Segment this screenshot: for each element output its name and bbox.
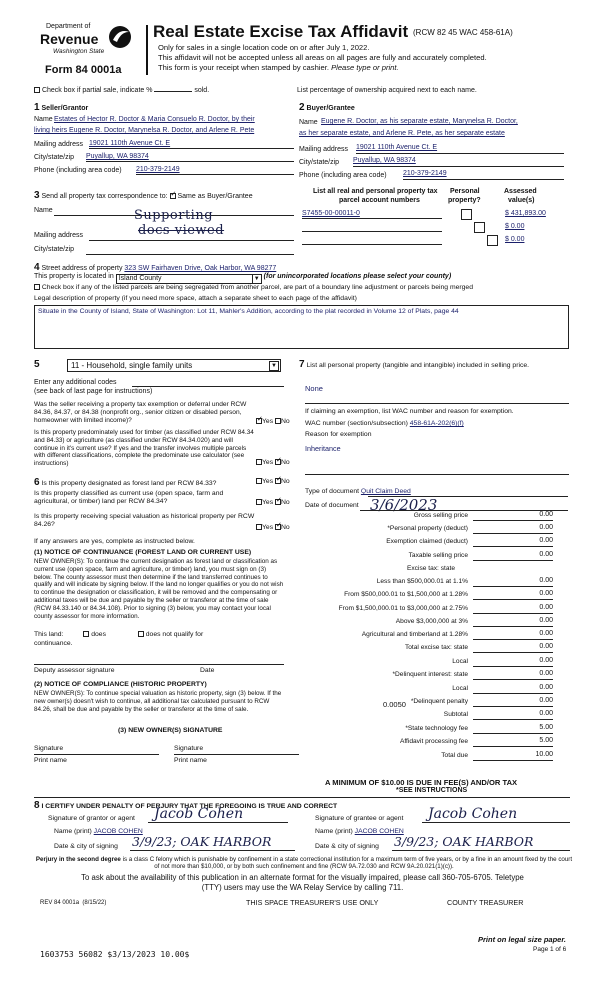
form-number: Form 84 0001a (45, 64, 122, 76)
buyer-city-label: City/state/zip (299, 159, 340, 166)
grantee-name-label: Name (print) (315, 828, 353, 835)
perjury-bold: Perjury in the second degree (35, 856, 121, 863)
grantor-name-value[interactable]: JACOB COHEN (93, 828, 143, 835)
tax-row-label: Agricultural and timberland at 1.28% (361, 631, 468, 638)
partial-sale-label: Check box if partial sale, indicate % (41, 87, 153, 94)
seller-city-line (86, 161, 294, 162)
personal-property-line (305, 403, 569, 404)
page-number: Page 1 of 6 (533, 946, 567, 953)
header-note-3 (158, 63, 399, 72)
personal-header-2: property? (448, 197, 481, 204)
tax-row-value[interactable]: 5.00 (473, 724, 553, 734)
historical-question: Is this property receiving special valuation as historical property per RCW 84.26? (34, 513, 255, 529)
tax-row-label: Local (452, 685, 468, 692)
forest-question (34, 477, 256, 489)
seller-city-value[interactable]: Puyallup, WA 98374 (86, 153, 149, 160)
continuance-label: continuance. (34, 640, 73, 647)
dor-revenue-text: Revenue (40, 31, 99, 47)
grantee-name-row (315, 828, 404, 836)
timber-yes-label: Yes (262, 459, 274, 466)
county-select-value: Island County (118, 275, 162, 282)
section-1-number: 1 (34, 102, 40, 113)
section-6-number: 6 (34, 477, 40, 488)
grantor-name-label: Name (print) (54, 828, 92, 835)
if-yes-note: If any answers are yes, complete as instructed below. (34, 538, 195, 545)
notice-1-body: NEW OWNER(S): To continue the current designation as forest land or classification as current use (open space, farm and agriculture, or timber) land, you must sign on (3) below. The county assessor must then determine if the land transferred continues to qualify and will indicate by signing below. If the land no longer qualifies or you do not wish to continue the designation or classification, it will be removed and the compensating or additional taxes will be due and payable by the seller or transferor at the time of sale (RCW 84.33.140 or 84.34.108). Prior to signing (3) below, you may contact your local county assessor for more information. (34, 558, 284, 620)
tax-row-value[interactable]: 0.00 (473, 577, 553, 587)
section-8-divider (34, 797, 570, 798)
grantee-date-line (392, 850, 570, 851)
forest-yes-label: Yes (262, 478, 274, 485)
tax-row-value[interactable]: 0.00 (473, 511, 553, 521)
dor-logo (32, 20, 140, 76)
grantor-date-line (130, 850, 295, 851)
seller-heading-text: Seller/Grantor (41, 105, 89, 112)
notice-1-title: (1) NOTICE OF CONTINUANCE (FOREST LAND OR CURRENT USE) (34, 549, 252, 556)
parcel-header-2: parcel account numbers (339, 197, 420, 204)
grantor-name-row (54, 828, 143, 836)
seller-heading (34, 102, 88, 114)
correspondence-city-line[interactable] (86, 254, 294, 255)
header-note-1: Only for sales in a single location code on or after July 1, 2022. (158, 43, 370, 52)
signature-line-1[interactable] (34, 754, 159, 755)
current-use-no-checkbox[interactable] (275, 499, 281, 505)
section-2-number: 2 (299, 102, 305, 113)
tax-row-label: Local (452, 658, 468, 665)
seller-phone-label: Phone (including area code) (34, 167, 122, 174)
alternate-format-1: To ask about the availability of this publication in an alternate format for the visually impaired, please call 360-705-6705. Teletype (81, 873, 524, 882)
tax-row-value[interactable]: 5.00 (473, 737, 553, 747)
partial-sale-row (34, 87, 209, 96)
seller-phone-line (136, 174, 294, 175)
tax-row-value[interactable]: 0.00 (473, 697, 553, 707)
timber-yes-checkbox[interactable] (256, 459, 262, 465)
buyer-phone-value[interactable]: 210-379-2149 (403, 170, 447, 177)
buyer-phone-line (403, 179, 564, 180)
tax-row-label: Total due (441, 752, 468, 759)
buyer-city-value[interactable]: Puyallup, WA 98374 (353, 157, 416, 164)
tax-row-value[interactable]: 0.00 (473, 643, 553, 653)
current-use-question: Is this property classified as current use (open space, farm and agricultural, or timber) land per RCW 84.34? (34, 490, 224, 506)
seller-phone-value[interactable]: 210-379-2149 (136, 166, 180, 173)
notice-2-body: NEW OWNER(S): To continue special valuation as historic property, sign (3) below. If the new owner(s) doesn't wish to continue, all additional tax calculated pursuant to RCW 84.26, shall be due and payable by the seller or transferor at the time of sale. (34, 690, 282, 713)
wac-label: WAC number (section/subsection) (305, 420, 408, 427)
legal-description-value: Situate in the County of Island, State of Washington: Lot 11, Mahler's Addition, according to the plat recorded in Volume 12 of Plats, page 44 (38, 308, 459, 315)
form-citation: (RCW 82 45 WAC 458-61A) (413, 28, 513, 37)
correspondence-label: Send all property tax correspondence to: (41, 193, 168, 200)
new-owner-signature-1 (34, 745, 159, 764)
buyer-mail-line (356, 153, 564, 154)
seller-mail-label: Mailing address (34, 141, 84, 148)
legal-description-label: Legal description of property (if you need more space, attach a separate sheet to each page of the affidavit) (34, 295, 357, 302)
buyer-section (299, 102, 569, 182)
personal-property-row (299, 359, 569, 371)
docdate-value[interactable]: 3/6/2023 (370, 496, 438, 514)
buyer-name-line-2[interactable]: as her separate estate, and Arlene R. Pete, as her separate estate (299, 130, 505, 137)
grantor-date-value[interactable]: 3/9/23; OAK HARBOR (132, 834, 272, 849)
tax-row-value[interactable]: 0.00 (473, 684, 553, 694)
header-note-3-text: This form is your receipt when stamped by cashier. (158, 63, 329, 72)
doctype-value[interactable]: Quit Claim Deed (360, 488, 411, 495)
grantee-sig-label: Signature of grantee or agent (315, 815, 404, 822)
same-as-buyer-checkbox[interactable] (170, 193, 176, 199)
signature-label-1: Signature (34, 745, 64, 752)
minimum-due-note: A MINIMUM OF $10.00 IS DUE IN FEE(S) AND/OR TAX (325, 778, 518, 787)
this-land-row (34, 631, 203, 639)
timber-no-checkbox[interactable] (275, 459, 281, 465)
dor-dept-text: Department of (46, 23, 91, 30)
exemption-claim-label: If claiming an exemption, list WAC number and reason for exemption. (305, 408, 514, 415)
county-treasurer: COUNTY TREASURER (447, 898, 524, 907)
additional-codes-input[interactable] (132, 386, 284, 387)
perjury-note (34, 856, 574, 871)
reason-label: Reason for exemption (305, 431, 372, 438)
county-note: (for unincorporated locations please select your county) (263, 273, 452, 280)
tax-row-value[interactable]: 10.00 (473, 751, 553, 761)
correspondence-mail-line[interactable] (89, 240, 294, 241)
correspondence-name-label: Name (34, 207, 53, 214)
county-row (34, 273, 451, 284)
buyer-phone-label: Phone (including area code) (299, 172, 387, 179)
current-use-yes-label: Yes (262, 499, 274, 506)
parcel-line-3[interactable] (302, 244, 442, 245)
parcel-line-1 (302, 218, 442, 219)
dor-state-text: Washington State (53, 48, 105, 55)
deputy-signature-label: Deputy assessor signature (34, 667, 115, 674)
buyer-heading (299, 102, 355, 114)
current-use-no-label: No (280, 499, 290, 506)
section-8-number: 8 (34, 800, 40, 811)
street-address-value[interactable]: 323 SW Fairhaven Drive, Oak Harbor, WA 98277 (124, 265, 277, 272)
tax-row-value[interactable]: 0.00 (473, 604, 553, 614)
header-divider (146, 25, 148, 75)
parcel-line-2[interactable] (302, 231, 442, 232)
county-select[interactable] (116, 274, 262, 284)
street-address-label: Street address of property (41, 265, 123, 272)
tax-row-label: *Delinquent penalty (410, 698, 468, 705)
seller-mail-line (89, 148, 294, 149)
buyer-mail-label: Mailing address (299, 146, 349, 153)
current-use-answer (256, 499, 290, 507)
grantee-name-value[interactable]: JACOB COHEN (354, 828, 404, 835)
list-percentage-note: List percentage of ownership acquired next to each name. (297, 87, 477, 94)
wac-value[interactable]: 458-61A-202(6)(f) (409, 420, 464, 427)
tax-row-value[interactable]: 0.00 (473, 537, 553, 547)
reason-value[interactable]: Inheritance (305, 444, 341, 453)
tax-row-label: *Personal property (deduct) (387, 525, 468, 532)
dor-swoosh-icon (107, 24, 133, 50)
use-code-value: 11 - Household, single family units (71, 361, 193, 370)
buyer-name-line-1[interactable]: Eugene R. Doctor, as his separate estate, Marynelsa R. Doctor, (321, 118, 518, 125)
doctype-label: Type of document (305, 488, 360, 495)
tax-row-label: Affidavit processing fee (399, 738, 468, 745)
grantor-sig-line (148, 822, 288, 823)
tax-row-value[interactable]: 0.00 (473, 710, 553, 720)
tax-row-label: Total excise tax: state (404, 644, 468, 651)
tax-row-label: Excise tax: state (406, 565, 455, 572)
forest-yes-checkbox[interactable] (256, 478, 262, 484)
parcel-account-1[interactable]: S7455-00-00011-0 (302, 210, 360, 217)
section-3-number: 3 (34, 190, 40, 201)
buyer-name-label: Name (299, 119, 318, 126)
wac-row (305, 420, 464, 428)
does-not-qualify-checkbox[interactable] (138, 631, 144, 637)
correspondence-mail-label: Mailing address (34, 232, 84, 239)
parcel-header-1: List all real and personal property tax (313, 188, 438, 195)
historical-yes-checkbox[interactable] (256, 524, 262, 530)
exemption-answer (256, 418, 290, 426)
segregate-row (34, 284, 473, 292)
header-note-3-italic: Please type or print. (331, 63, 399, 72)
parcel-table (299, 188, 571, 258)
exemption-no-checkbox[interactable] (275, 418, 281, 424)
tax-row-label: Less than $500,000.01 at 1.1% (376, 578, 468, 585)
assessed-value-2[interactable]: $ 0.00 (505, 223, 525, 230)
buyer-heading-text: Buyer/Grantee (306, 105, 355, 112)
chevron-down-icon[interactable]: ▼ (252, 275, 261, 284)
legal-paper-note: Print on legal size paper. (478, 935, 566, 944)
tax-row-value[interactable]: 0.00 (473, 590, 553, 600)
tax-row-value[interactable]: 0.00 (473, 617, 553, 627)
assessed-header-1: Assessed (504, 188, 537, 195)
signature-label-2: Signature (174, 745, 204, 752)
personal-property-checkbox-3[interactable] (487, 235, 498, 246)
docs-viewed-stamp: docs viewed (138, 223, 225, 238)
tax-row-label: Exemption claimed (deduct) (386, 538, 468, 545)
certify-text: I CERTIFY UNDER PENALTY OF PERJURY THAT THE FOREGOING IS TRUE AND CORRECT (41, 803, 338, 810)
personal-header-1: Personal (450, 188, 480, 195)
section-7-number: 7 (299, 359, 305, 370)
seller-mail-value[interactable]: 19021 110th Avenue Ct. E (89, 140, 171, 147)
assessed-value-3[interactable]: $ 0.00 (505, 236, 525, 243)
deputy-signature-line[interactable] (34, 664, 284, 665)
tax-row-value[interactable]: 0.00 (473, 524, 553, 534)
timber-no-label: No (280, 459, 290, 466)
tax-row-label: From $1,500,000.01 to $3,000,000 at 2.75% (338, 605, 468, 612)
section-4-number: 4 (34, 262, 40, 273)
perjury-text: is a class C felony which is punishable by confinement in a state correctional institution for a maximum term of five years, or by a fine in an amount fixed by the court of not more than $10,000, or by both such confinement and fine (RCW 9A.72.030 and RCW 9A.20.021(1)(c)). (120, 856, 573, 871)
historical-answer (256, 524, 290, 532)
print-name-label-1: Print name (34, 757, 67, 764)
timber-question: Is this property predominately used for timber (as classified under RCW 84.34 and 84.33) or agriculture (as classified under RCW 84.34.020) and will continue in it's current use? If yes and the transfer involves multiple parcels with different classifications, complete the predominate use calculator (see instructions) (34, 429, 254, 468)
docdate-label: Date of document (305, 502, 359, 509)
buyer-mail-value[interactable]: 19021 110th Avenue Ct. E (356, 144, 438, 151)
grantor-signature[interactable]: Jacob Cohen (154, 806, 244, 822)
forest-no-label: No (280, 478, 290, 485)
additional-codes-label-2: (see back of last page for instructions) (34, 388, 153, 395)
segregate-checkbox[interactable] (34, 284, 40, 290)
deputy-date-label: Date (200, 667, 215, 674)
personal-property-value[interactable]: None (305, 384, 323, 393)
forest-no-checkbox[interactable] (275, 478, 281, 484)
tax-row-label: *State technology fee (405, 725, 468, 732)
exemption-yes-checkbox[interactable] (256, 418, 262, 424)
print-name-label-2: Print name (174, 757, 207, 764)
chevron-down-icon[interactable]: ▼ (269, 361, 279, 371)
notice-2-title: (2) NOTICE OF COMPLIANCE (HISTORIC PROPERTY) (34, 681, 207, 688)
assessed-header-2: value(s) (508, 197, 535, 204)
seller-name-line-2[interactable]: living heirs Eugene R. Doctor, Marynelsa R. Doctor, and Arlene R. Pete (34, 127, 255, 134)
tax-row-value[interactable]: 0.00 (473, 657, 553, 667)
section-5-number-text: 5 (34, 359, 40, 370)
exemption-yes-label: Yes (262, 418, 274, 425)
tax-row-label: Gross selling price (413, 512, 468, 519)
same-as-buyer-label: Same as Buyer/Grantee (177, 193, 253, 200)
tax-row-value[interactable]: 0.00 (473, 551, 553, 561)
grantee-sig-line (422, 822, 570, 823)
form-title: Real Estate Excise Tax Affidavit (153, 22, 409, 41)
forest-answer (256, 478, 290, 486)
seller-city-label: City/state/zip (34, 154, 75, 161)
additional-codes-label-1: Enter any additional codes (34, 379, 117, 386)
personal-property-label: List all personal property (tangible and intangible) included in selling price. (306, 362, 530, 369)
forest-question-text: Is this property designated as forest land per RCW 84.33? (41, 480, 217, 487)
grantee-signature[interactable]: Jacob Cohen (428, 806, 518, 822)
treasurer-space: THIS SPACE TREASURER'S USE ONLY (246, 898, 379, 907)
header-note-2: This affidavit will not be accepted unless all areas on all pages are fully and accurately completed. (158, 53, 487, 62)
tax-row-label: From $500,000.01 to $1,500,000 at 1.28% (344, 591, 468, 598)
tax-row-label: Taxable selling price (408, 552, 468, 559)
tax-row-value[interactable]: 0.00 (473, 670, 553, 680)
grantee-date-label: Date & city of signing (315, 843, 379, 850)
assessed-value-1[interactable]: $ 431,893.00 (505, 210, 546, 217)
seller-section (34, 102, 294, 182)
notice-3-title: (3) NEW OWNER(S) SIGNATURE (118, 727, 223, 734)
located-in-label: This property is located in (34, 273, 114, 280)
tax-row-label: *Delinquent interest: state (392, 671, 468, 678)
historical-yes-label: Yes (262, 524, 274, 531)
segregate-label: Check box if any of the listed parcels are being segregated from another parcel, are part of a boundary line adjustment or parcels being merged (41, 284, 473, 291)
correspondence-city-label: City/state/zip (34, 246, 75, 253)
legal-description-box[interactable] (34, 305, 569, 349)
exemption-question: Was the seller receiving a property tax exemption or deferral under RCW 84.36, 84.37, or 84.38 (nonprofit org., senior citizen or disabled person, homeowner with limited income)? (34, 401, 247, 425)
personal-property-checkbox-2[interactable] (474, 222, 485, 233)
does-not-label: does not qualify for (145, 631, 204, 638)
section-5-number (34, 359, 40, 371)
timber-answer (256, 459, 290, 467)
historical-no-label: No (280, 524, 290, 531)
partial-sale-sold: sold. (194, 87, 210, 94)
local-rate-value: 0.0050 (383, 700, 406, 709)
historical-no-checkbox[interactable] (275, 524, 281, 530)
personal-property-checkbox-1[interactable] (461, 209, 472, 220)
partial-sale-checkbox[interactable] (34, 87, 40, 93)
tax-row-label: Subtotal (443, 711, 468, 718)
correspondence-section (34, 190, 296, 256)
this-land-label: This land: (34, 631, 64, 638)
see-instructions-note: *SEE INSTRUCTIONS (396, 787, 468, 794)
reason-line (305, 474, 569, 475)
grantee-date-value[interactable]: 3/9/23; OAK HARBOR (394, 834, 534, 849)
partial-sale-input[interactable] (154, 91, 192, 92)
revision-code: REV 84 0001a (8/15/22) (40, 900, 107, 906)
correspondence-heading (34, 190, 253, 202)
current-use-yes-checkbox[interactable] (256, 499, 262, 505)
seller-name-line-1[interactable]: Estates of Hector R. Doctor & Maria Consuelo R. Doctor, by their (54, 116, 255, 123)
tax-table (300, 512, 570, 784)
new-owner-signature-2 (174, 745, 299, 764)
grantor-date-label: Date & city of signing (54, 843, 118, 850)
cashier-stamp: 1603753 56082 $3/13/2023 10.00$ (40, 950, 190, 959)
alternate-format-2: (TTY) users may use the WA Relay Service by calling 711. (201, 883, 404, 892)
buyer-city-line (353, 166, 564, 167)
seller-name-label: Name (34, 116, 53, 123)
exemption-no-label: No (280, 418, 290, 425)
grantor-sig-label: Signature of grantor or agent (48, 815, 135, 822)
tax-row-label: Above $3,000,000 at 3% (395, 618, 468, 625)
does-qualify-checkbox[interactable] (83, 631, 89, 637)
does-label: does (91, 631, 106, 638)
supporting-docs-stamp: Supporting (134, 208, 214, 223)
tax-row-value[interactable]: 0.00 (473, 630, 553, 640)
use-code-select[interactable] (67, 359, 281, 372)
signature-line-2[interactable] (174, 754, 299, 755)
